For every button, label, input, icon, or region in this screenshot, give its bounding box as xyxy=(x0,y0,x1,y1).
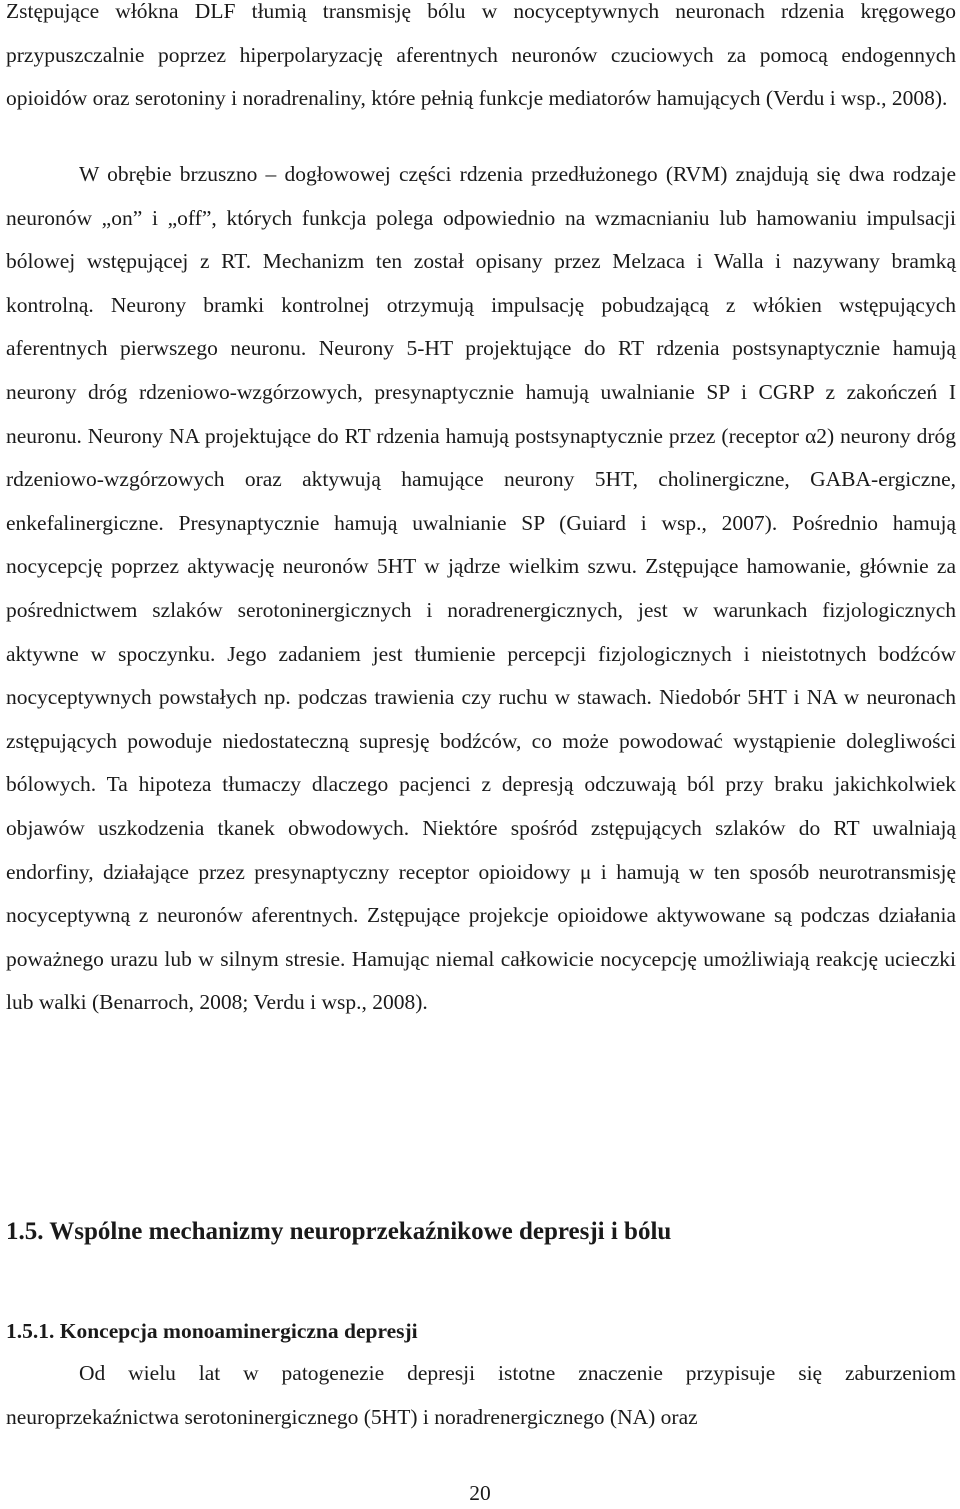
page-number: 20 xyxy=(469,1481,491,1505)
paragraph-dlf-fibers: Zstępujące włókna DLF tłumią transmisję bólu w nocyceptywnych neuronach rdzenia kręgowego przypuszczalnie poprzez hiperpolaryzację aferentnych neuronów czuciowych za pomocą endogennych opioidów oraz serotoniny i noradrenaliny, które pełnią funkcje mediatorów hamujących (Verdu i wsp., 2008). xyxy=(6,0,956,111)
subsection-heading-1-5-1: 1.5.1. Koncepcja monoaminergiczna depresji xyxy=(6,1319,418,1343)
section-heading-1-5: 1.5. Wspólne mechanizmy neuroprzekaźnikowe depresji i bólu xyxy=(6,1218,672,1245)
paragraph-monoamine-concept: Od wielu lat w patogenezie depresji istotne znaczenie przypisuje się zaburzeniom neuroprzekaźnictwa serotoninergicznego (5HT) i noradrenergicznego (NA) oraz xyxy=(6,1361,956,1429)
paragraph-rvm-neurons: W obrębie brzuszno – dogłowowej części rdzenia przedłużonego (RVM) znajdują się dwa rodzaje neuronów „on” i „off”, których funkcja polega odpowiednio na wzmacnianiu lub hamowaniu impulsacji bólowej wstępującej z RT. Mechanizm ten został opisany przez Melzaca i Walla i nazywany bramką kontrolną. Neurony bramki kontrolnej otrzymują impulsację pobudzającą z włókien wstępujących aferentnych pierwszego neuronu. Neurony 5-HT projektujące do RT rdzenia postsynaptycznie hamują neurony dróg rdzeniowo-wzgórzowych, presynaptycznie hamują uwalnianie SP i CGRP z zakończeń I neuronu. Neurony NA projektujące do RT rdzenia hamują postsynaptycznie przez (receptor α2) neurony dróg rdzeniowo-wzgórzowych oraz aktywują hamujące neurony 5HT, cholinergiczne, GABA-ergiczne, enkefalinergiczne. Presynaptycznie hamują uwalnianie SP (Guiard i wsp., 2007). Pośrednio hamują nocycepcję poprzez aktywację neuronów 5HT w jądrze wielkim szwu. Zstępujące hamowanie, głównie za pośrednictwem szlaków serotoninergicznych i noradrenergicznych, jest w warunkach fizjologicznych aktywne w spoczynku. Jego zadaniem jest tłumienie percepcji fizjologicznych i nieistotnych bodźców nocyceptywnych powstałych np. podczas trawienia czy ruchu w stawach. Niedobór 5HT i NA w neuronach zstępujących powoduje niedostateczną supresję bodźców, co może powodować wystąpienie dolegliwości bólowych. Ta hipoteza tłumaczy dlaczego pacjenci z depresją odczuwają ból przy braku jakichkolwiek objawów uszkodzenia tkanek obwodowych. Niektóre spośród zstępujących szlaków do RT uwalniają endorfiny, działające przez presynaptyczny receptor opioidowy μ i hamują w ten sposób neurotransmisję nocyceptywną z neuronów aferentnych. Zstępujące projekcje opioidowe aktywowane są podczas działania poważnego urazu lub w silnym stresie. Hamując niemal całkowicie nocycepcję umożliwiają reakcję ucieczki lub walki (Benarroch, 2008; Verdu i wsp., 2008). xyxy=(6,162,956,1015)
